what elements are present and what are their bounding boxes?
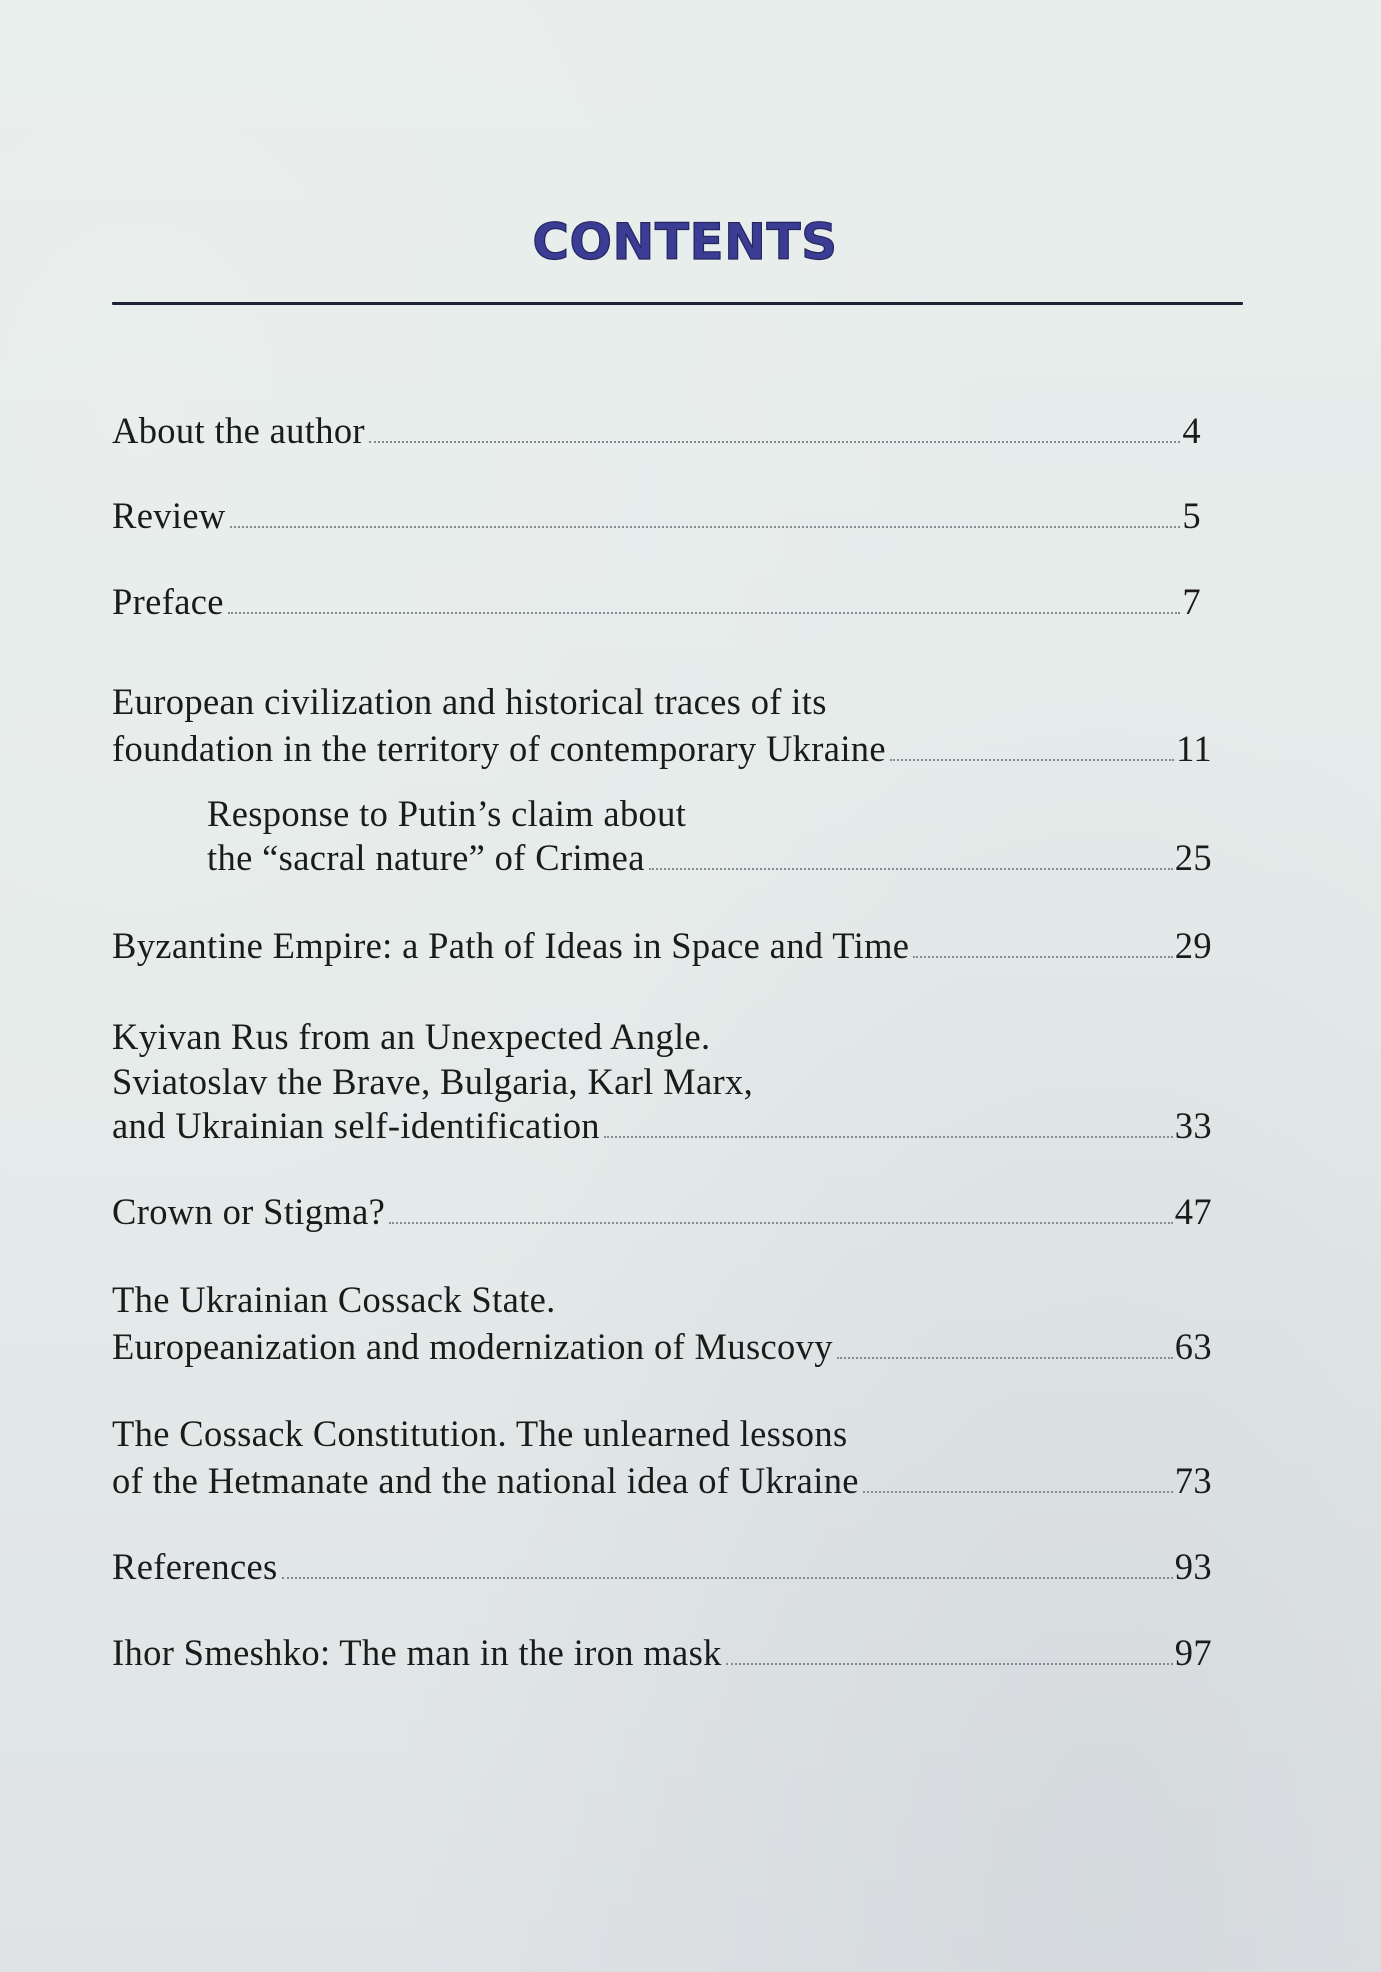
dot-leader	[604, 1104, 1173, 1139]
contents-heading: CONTENTS	[532, 213, 838, 271]
toc-entry-line	[112, 1188, 1212, 1235]
toc-entry-line	[112, 407, 1212, 454]
toc-entry-title: Ihor Smeshko: The man in the iron mask	[112, 1632, 722, 1673]
toc-entry-response-to-putin[interactable]	[207, 792, 1212, 880]
toc-entry-page-number: 47	[1174, 1191, 1212, 1232]
toc-entry-preface[interactable]	[112, 578, 1212, 625]
toc-entry-line	[112, 578, 1212, 625]
dot-leader	[890, 727, 1174, 762]
toc-entry-line	[207, 836, 1212, 880]
dot-leader	[230, 494, 1181, 529]
toc-entry-title-line: The Cossack Constitution. The unlearned lessons	[112, 1413, 848, 1454]
toc-entry-review[interactable]	[112, 492, 1212, 539]
toc-entry-title-line: European civilization and historical traces of its	[112, 681, 827, 722]
dot-leader	[837, 1325, 1173, 1360]
toc-entry-page-number: 73	[1174, 1460, 1212, 1501]
toc-entry-page-number: 93	[1174, 1546, 1212, 1587]
toc-entry-title: Review	[112, 495, 226, 536]
toc-entry-title: Crown or Stigma?	[112, 1191, 386, 1232]
toc-entry-title: References	[112, 1546, 278, 1587]
toc-entry-european-civilization[interactable]	[112, 678, 1212, 772]
toc-entry-line	[112, 1543, 1212, 1590]
dot-leader	[369, 409, 1180, 444]
toc-entry-references[interactable]	[112, 1543, 1212, 1590]
toc-entry-crown-or-stigma[interactable]	[112, 1188, 1212, 1235]
toc-entry-title-line: The Ukrainian Cossack State.	[112, 1279, 556, 1320]
toc-entry-page-number: 29	[1174, 925, 1212, 966]
toc-entry-kyivan-rus[interactable]	[112, 1014, 1212, 1148]
toc-entry-title: and Ukrainian self-identification	[112, 1105, 600, 1146]
toc-entry-cossack-constitution[interactable]	[112, 1410, 1212, 1504]
toc-entry-line	[112, 492, 1212, 539]
toc-entry-line	[112, 1629, 1212, 1676]
toc-entry-page-number: 11	[1176, 728, 1212, 769]
toc-entry-line	[112, 922, 1212, 969]
dot-leader	[726, 1631, 1173, 1666]
toc-entry-line	[112, 725, 1212, 772]
toc-entry-title: Byzantine Empire: a Path of Ideas in Space and Time	[112, 925, 910, 966]
toc-entry-line	[112, 1104, 1212, 1148]
toc-entry-page-number: 97	[1174, 1632, 1212, 1673]
dot-leader	[649, 836, 1173, 871]
toc-entry-page-number: 4	[1182, 410, 1201, 451]
toc-entry-title: Europeanization and modernization of Muscovy	[112, 1326, 833, 1367]
toc-entry-title-line: Sviatoslav the Brave, Bulgaria, Karl Marx,	[112, 1061, 754, 1102]
toc-entry-ukrainian-cossack-state[interactable]	[112, 1276, 1212, 1370]
toc-entry-page-number: 63	[1174, 1326, 1212, 1367]
toc-entry-page-number: 25	[1174, 837, 1212, 878]
dot-leader	[228, 580, 1181, 615]
toc-entry-title-line: Response to Putin’s claim about	[207, 793, 687, 834]
toc-entry-title: the “sacral nature” of Crimea	[207, 837, 645, 878]
toc-entry-title: foundation in the territory of contemporary Ukraine	[112, 728, 886, 769]
dot-leader	[863, 1459, 1173, 1494]
toc-entry-ihor-smeshko[interactable]	[112, 1629, 1212, 1676]
toc-entry-line	[112, 1323, 1212, 1370]
toc-entry-title: of the Hetmanate and the national idea of Ukraine	[112, 1460, 859, 1501]
toc-entry-line	[112, 1457, 1212, 1504]
toc-entry-page-number: 7	[1182, 581, 1201, 622]
dot-leader	[913, 924, 1172, 959]
toc-entry-byzantine-empire[interactable]	[112, 922, 1212, 969]
dot-leader	[389, 1190, 1173, 1225]
toc-entry-page-number: 5	[1182, 495, 1201, 536]
toc-entry-about-the-author[interactable]	[112, 407, 1212, 454]
toc-entry-title: About the author	[112, 410, 365, 451]
dot-leader	[282, 1545, 1173, 1580]
toc-entry-title-line: Kyivan Rus from an Unexpected Angle.	[112, 1016, 711, 1057]
toc-entry-title: Preface	[112, 581, 224, 622]
toc-entry-page-number: 33	[1174, 1105, 1212, 1146]
